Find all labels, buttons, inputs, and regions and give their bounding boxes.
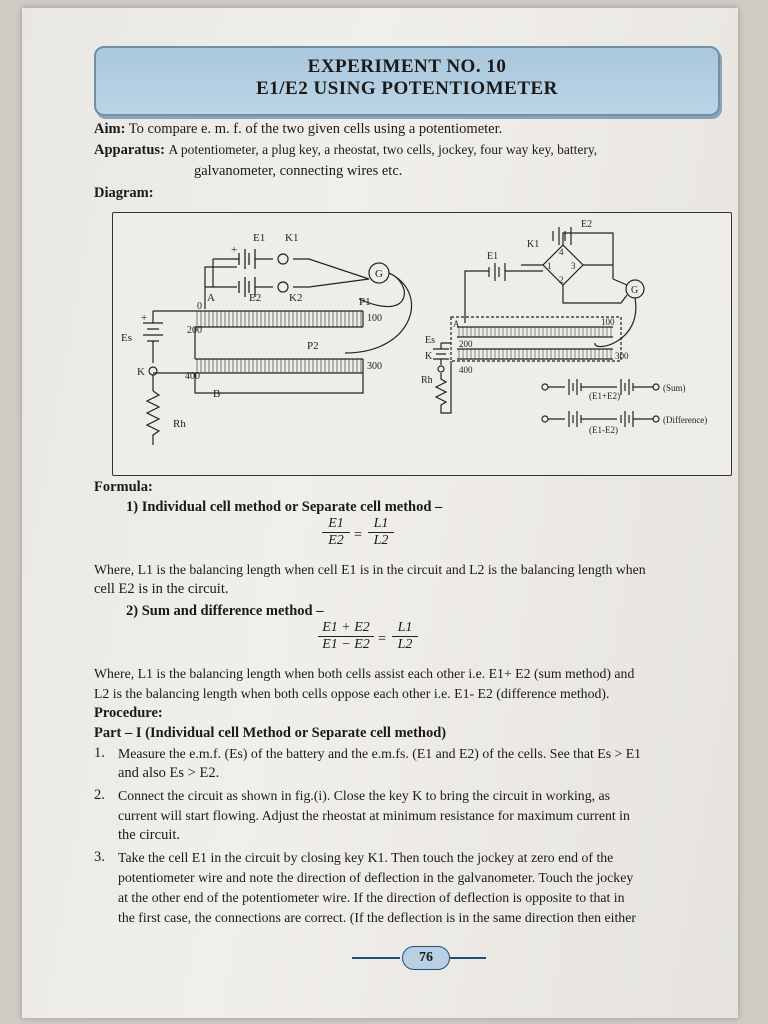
label-b-left: B [213,388,221,400]
fraction-1-right [368,516,394,549]
frac1-equals: = [354,527,363,543]
step-3-line3: at the other end of the potentiometer wire. If the direction of deflection is opposite to that in [118,890,625,905]
right-circuit [433,227,659,427]
scale-100-right: 100 [601,317,615,327]
where1-line2: cell E2 is in the circuit. [94,581,229,597]
apparatus-label: Apparatus: [94,142,165,158]
frac2-num-right: L1 [392,620,418,637]
sum-label: (Sum) [663,383,686,393]
label-es-left: Es [121,332,132,344]
label-rh-left: Rh [173,418,186,430]
procedure-label: Procedure: [94,705,163,721]
label-e2-right: E2 [581,219,593,230]
step-3-line1: Take the cell E1 in the circuit by closing key K1. Then touch the jockey at zero end of the [118,850,614,865]
experiment-title: EXPERIMENT NO. 10 [307,56,507,77]
fraction-2-left [318,620,374,653]
fraction-2-right [392,620,418,653]
label-es-right: Es [425,335,435,346]
experiment-subtitle: E1/E2 USING POTENTIOMETER [256,78,558,99]
label-3-right: 3 [571,261,576,271]
scale-100-left: 100 [367,313,382,324]
where2-line1: Where, L1 is the balancing length when both cells assist each other i.e. E1+ E2 (sum method) and [94,666,635,681]
label-4-right: 4 [559,247,564,257]
apparatus-text-2: galvanometer, connecting wires etc. [194,163,403,179]
diff-formula: (E1-E2) [589,425,618,435]
scale-0-left: 0 [197,301,202,312]
step-3-number: 3. [94,849,105,865]
label-g-left: G [375,268,383,280]
aim-text: To compare e. m. f. of the two given cells using a potentiometer. [128,121,503,137]
aim-line [94,120,502,139]
where1-line1: Where, L1 is the balancing length when cell E1 is in the circuit and L2 is the balancing length when [94,562,646,577]
scale-200-right: 200 [459,339,473,349]
label-1-right: 1 [547,261,552,271]
title-banner [94,46,720,116]
label-plus-es: + [141,312,148,324]
step-1-number: 1. [94,745,105,761]
label-a-left: A [207,292,215,304]
label-k1-right: K1 [527,239,540,250]
label-k-left: K [137,366,145,378]
step-3-line2: potentiometer wire and note the direction of deflection in the galvanometer. Touch the jockey [118,870,634,885]
frac1-den-left: E2 [328,533,344,548]
scale-400-right: 400 [459,365,473,375]
step-2-number: 2. [94,787,105,803]
scale-300-left: 300 [367,361,382,372]
label-k2-left: K2 [289,292,303,304]
label-e1-right: E1 [487,251,499,262]
document-page [22,8,738,1018]
diff-label: (Difference) [663,415,708,425]
step-2-line2: current will start flowing. Adjust the rheostat at minimum resistance for maximum current in [118,808,630,823]
fraction-1 [322,516,412,556]
apparatus-line [94,140,597,160]
frac1-num-right: L1 [368,516,394,533]
aim-label: Aim: [94,121,126,137]
scale-300-right: 300 [615,351,629,361]
page-number: 76 [402,946,450,970]
circuit-diagram [112,212,732,476]
frac2-den-right: L2 [397,637,413,652]
frac2-den-left: E1 − E2 [322,637,370,652]
label-g-right: G [631,285,639,296]
circuit-diagram-svg [113,213,731,475]
label-rh-right: Rh [421,375,433,386]
diagram-label: Diagram: [94,185,154,201]
part1-title: Part – I (Individual cell Method or Separate cell method) [94,725,447,741]
left-circuit-labels [121,232,383,430]
label-k1-left: K1 [285,232,299,244]
sum-formula: (E1+E2) [589,391,621,401]
left-circuit [143,249,411,445]
frac2-equals: = [378,631,387,647]
method2-title: 2) Sum and difference method – [126,603,324,619]
step-3-line4: the first case, the connections are correct. (If the deflection is in the same direction then either [118,910,636,925]
formula-label: Formula: [94,479,153,495]
scale-400-left: 400 [185,371,200,382]
step-1-line2: and also Es > E2. [118,765,220,781]
label-p1-left: P1 [359,296,371,308]
method1-title: 1) Individual cell method or Separate cell method – [126,499,443,515]
fraction-1-left [322,516,350,549]
label-p2-left: P2 [307,340,319,352]
fraction-2 [318,620,448,660]
frac2-num-left: E1 + E2 [318,620,374,637]
label-2-right: 2 [559,275,564,285]
label-k-right: K [425,351,433,362]
page-number-rule-right [450,957,486,959]
label-e2-left: E2 [249,292,262,304]
frac1-den-right: L2 [373,533,389,548]
step-1-line1: Measure the e.m.f. (Es) of the battery and the e.m.fs. (E1 and E2) of the cells. See that Es > E1 [118,746,642,761]
step-2-line3: the circuit. [118,827,181,843]
step-2-line1: Connect the circuit as shown in fig.(i). Close the key K to bring the circuit in working, as [118,788,610,803]
page-number-rule-left [352,957,400,959]
label-e1-left: E1 [253,232,266,244]
frac1-num-left: E1 [322,516,350,533]
label-a-right: A [453,319,460,329]
apparatus-text-1: A potentiometer, a plug key, a rheostat, two cells, jockey, four way key, battery, [168,142,598,157]
where2-line2: L2 is the balancing length when both cells oppose each other i.e. E1- E2 (difference method). [94,686,610,701]
label-plus-e1: + [231,244,238,256]
scale-200-left: 200 [187,325,202,336]
